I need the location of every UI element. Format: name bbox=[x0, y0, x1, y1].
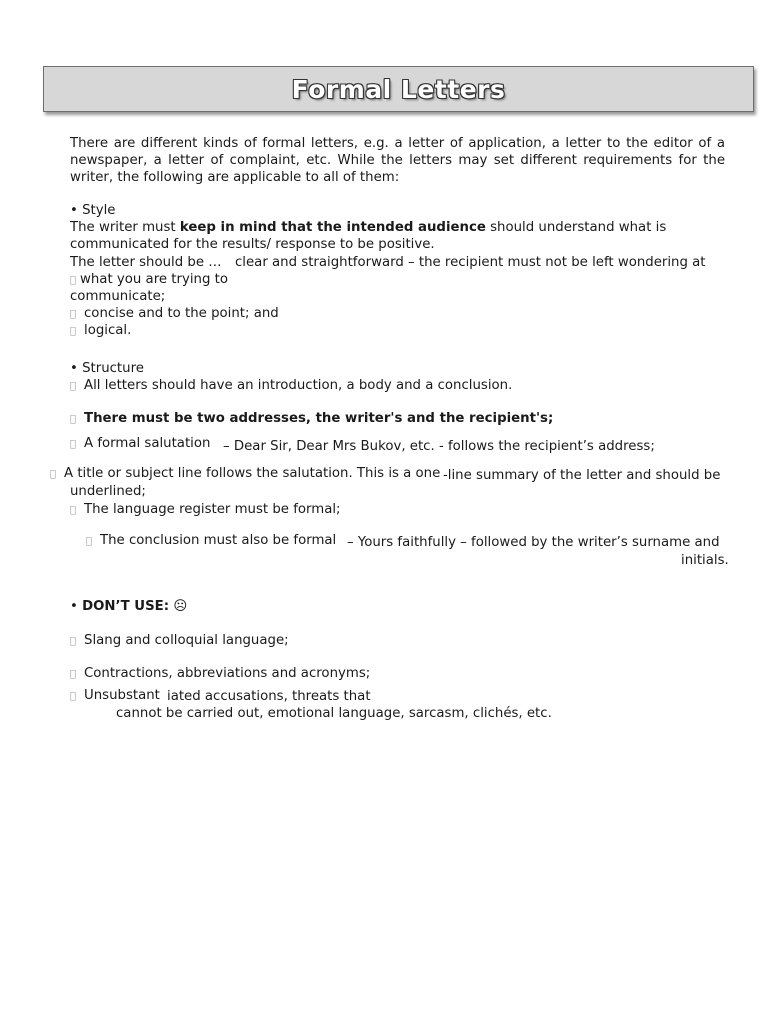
style-heading: • Style bbox=[70, 203, 116, 218]
intro-paragraph: There are different kinds of formal letters, e.g. a letter of application, a letter to the editor of a newspaper, a letter of complaint, etc. While the letters may set different requirements for the writer, the following are applicable to all of them: bbox=[70, 136, 725, 185]
structure-item6b: – Yours faithfully – followed by the writer’s surname and bbox=[347, 535, 720, 550]
style-line1: The writer must keep in mind that the intended audience should understand what is bbox=[70, 220, 667, 235]
structure-item1: All letters should have an introduction, a body and a conclusion. bbox=[70, 377, 512, 395]
checkbox-glyph bbox=[70, 411, 80, 428]
bullet: • bbox=[70, 599, 78, 614]
style-item-concise: concise and to the point; and bbox=[70, 305, 279, 323]
style-line2: communicated for the results/ response to be positive. bbox=[70, 237, 435, 252]
checkbox-glyph bbox=[70, 688, 80, 705]
dont-item3c: cannot be carried out, emotional language, sarcasm, clichés, etc. bbox=[116, 706, 552, 721]
style-item-logical: logical. bbox=[70, 322, 131, 340]
structure-item6a: The conclusion must also be formal bbox=[86, 532, 336, 550]
bullet: • bbox=[70, 203, 78, 218]
structure-item2: There must be two addresses, the writer's and the recipient's; bbox=[70, 410, 553, 428]
structure-item4a: A title or subject line follows the salutation. This is a one bbox=[50, 465, 440, 483]
checkbox-glyph bbox=[70, 323, 80, 340]
dont-item3a: Unsubstant bbox=[70, 687, 160, 705]
bullet: • bbox=[70, 361, 78, 376]
dont-item1: Slang and colloquial language; bbox=[70, 632, 289, 650]
structure-item6c: initials. bbox=[681, 553, 729, 568]
style-line5: communicate; bbox=[70, 289, 166, 304]
checkbox-glyph bbox=[70, 306, 80, 323]
structure-heading: • Structure bbox=[70, 361, 144, 376]
dont-heading: • DON’T USE: ☹ bbox=[70, 599, 188, 614]
page-title: Formal Letters bbox=[291, 74, 506, 104]
emphasis-text: keep in mind that the intended audience bbox=[179, 220, 486, 235]
dont-item3b: iated accusations, threats that bbox=[167, 689, 371, 704]
sad-face-icon: ☹ bbox=[173, 599, 188, 614]
checkbox-glyph bbox=[70, 502, 80, 519]
style-line3a: The letter should be … bbox=[70, 255, 222, 270]
dont-item2: Contractions, abbreviations and acronyms; bbox=[70, 665, 370, 683]
checkbox-glyph bbox=[70, 666, 80, 683]
checkbox-glyph bbox=[70, 272, 80, 289]
structure-item5: The language register must be formal; bbox=[70, 501, 341, 519]
title-banner bbox=[43, 66, 754, 112]
checkbox-glyph bbox=[70, 633, 80, 650]
checkbox-glyph bbox=[50, 466, 60, 483]
structure-item4c: underlined; bbox=[70, 484, 146, 499]
checkbox-glyph bbox=[86, 533, 96, 550]
checkbox-glyph bbox=[70, 378, 80, 395]
style-line3b: clear and straightforward – the recipient must not be left wondering at bbox=[235, 255, 706, 270]
style-line4: what you are trying to bbox=[70, 271, 228, 289]
structure-item3a: A formal salutation bbox=[70, 435, 210, 453]
checkbox-glyph bbox=[70, 436, 80, 453]
structure-item3b: – Dear Sir, Dear Mrs Bukov, etc. - follows the recipient’s address; bbox=[223, 439, 655, 454]
structure-item4b: -line summary of the letter and should be bbox=[443, 468, 721, 483]
